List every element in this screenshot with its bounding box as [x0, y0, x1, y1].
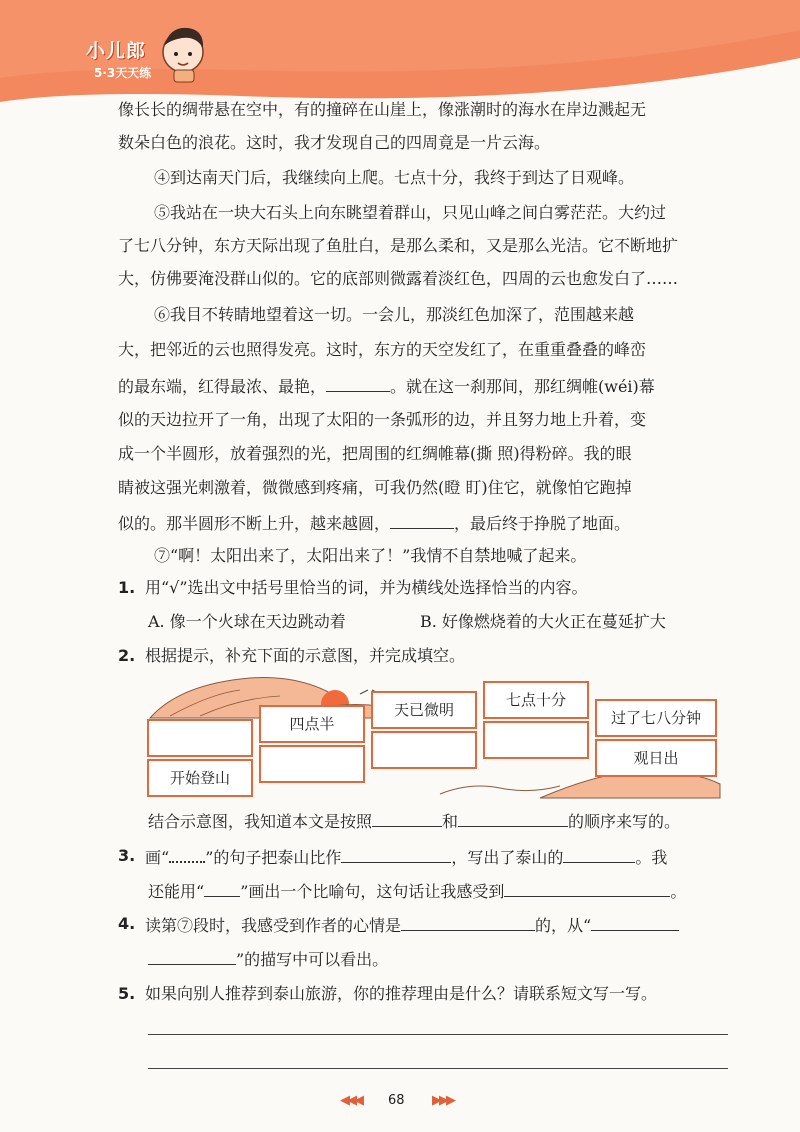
- paragraph-4: ④到达南天门后，我继续向上爬。七点十分，我终于到达了日观峰。: [154, 168, 635, 187]
- diagram-label: 开始登山: [169, 769, 231, 787]
- answer-blank[interactable]: [401, 914, 535, 931]
- diagram-label: 七点十分: [505, 691, 567, 709]
- diagram-empty-box[interactable]: [148, 720, 252, 756]
- question-number: 4.: [118, 914, 136, 933]
- question-number: 5.: [118, 984, 136, 1003]
- answer-blank[interactable]: [372, 810, 442, 827]
- climbing-diagram: [140, 676, 730, 802]
- option-a[interactable]: A. 像一个火球在天边跳动着: [148, 612, 346, 631]
- passage-text: ，最后终于挣脱了地面。: [454, 514, 631, 533]
- answer-blank[interactable]: [458, 810, 568, 827]
- right-arrows-icon: ▶▶▶: [432, 1093, 453, 1108]
- left-arrows-icon: ◀◀◀: [340, 1093, 361, 1108]
- answer-line[interactable]: [148, 1034, 728, 1035]
- passage-line: 像长长的绸带悬在空中，有的撞碎在山崖上，像涨潮时的海水在岸边溅起无: [118, 100, 647, 119]
- question-4-line-2: ”的描写中可以看出。: [148, 948, 388, 970]
- passage-line: 睛被这强光刺激着，微微感到疼痛，可我仍然(瞪 盯)住它，就像怕它跑掉: [118, 478, 632, 497]
- passage-text: 的最东端，红得最浓、最艳，: [118, 377, 327, 396]
- diagram-empty-box[interactable]: [372, 732, 476, 768]
- diagram-empty-box[interactable]: [484, 722, 588, 758]
- passage-line: 成一个半圆形，放着强烈的光，把周围的红绸帷幕(撕 照)得粉碎。我的眼: [118, 444, 632, 463]
- logo-title: 小儿郎: [86, 40, 147, 62]
- passage-line: 数朵白色的浪花。这时，我才发现自己的四周竟是一片云海。: [118, 133, 551, 152]
- question-2-fill: 结合示意图，我知道本文是按照 和 的顺序来写的。: [148, 812, 681, 831]
- answer-blank[interactable]: [504, 880, 670, 897]
- diagram-empty-box[interactable]: [260, 746, 364, 782]
- answer-blank[interactable]: [591, 914, 679, 931]
- question-4-line-1: 读第⑦段时，我感受到作者的心情是 的，从“: [145, 914, 679, 936]
- passage-text: 似的。那半圆形不断上升，越来越圆，: [118, 514, 391, 533]
- question-1-text: 用“√”选出文中括号里恰当的词，并为横线处选择恰当的内容。: [145, 578, 588, 597]
- question-2-text: 根据提示，补充下面的示意图，并完成填空。: [145, 646, 466, 665]
- diagram-label: 观日出: [633, 749, 679, 767]
- straight-underline-mark: [204, 880, 240, 897]
- diagram-label: 天已微明: [393, 701, 455, 719]
- logo-subtitle: 5·3天天练: [94, 66, 152, 80]
- question-3-line-2: 还能用“ ”画出一个比喻句，这句话让我感受到 。: [148, 882, 687, 901]
- answer-line[interactable]: [148, 1068, 728, 1069]
- option-b[interactable]: B. 好像燃烧着的大火正在蔓延扩大: [420, 612, 666, 631]
- passage-line: [118, 375, 655, 397]
- answer-blank[interactable]: [341, 846, 451, 863]
- question-number: 1.: [118, 578, 136, 597]
- page-number: 68: [388, 1093, 405, 1108]
- answer-blank[interactable]: [390, 512, 454, 529]
- question-3-line-1: 画“ ”的句子把泰山比作 ，写出了泰山的 。我: [145, 848, 668, 867]
- paragraph-7: ⑦“啊！太阳出来了，太阳出来了！”我情不自禁地喊了起来。: [154, 546, 587, 565]
- passage-line: 大，仿佛要淹没群山似的。它的底部则微露着淡红色，四周的云也愈发白了……: [118, 269, 679, 288]
- paragraph-6: ⑥我目不转睛地望着这一切。一会儿，那淡红色加深了，范围越来越: [154, 305, 635, 324]
- passage-line: 了七八分钟，东方天际出现了鱼肚白，是那么柔和，又是那么光洁。它不断地扩: [118, 236, 679, 255]
- passage-line: [118, 512, 630, 534]
- answer-blank[interactable]: [148, 948, 236, 965]
- diagram-label: 四点半: [289, 715, 335, 733]
- question-5-text: 如果向别人推荐到泰山旅游，你的推荐理由是什么？请联系短文写一写。: [145, 984, 658, 1003]
- question-number: 2.: [118, 646, 136, 665]
- answer-blank[interactable]: [563, 846, 635, 863]
- wavy-underline-mark: [169, 847, 205, 863]
- passage-line: 大，把邻近的云也照得发亮。这时，东方的天空发红了，在重重叠叠的峰峦: [118, 340, 647, 359]
- answer-blank[interactable]: [326, 375, 390, 392]
- paragraph-5: ⑤我站在一块大石头上向东眺望着群山，只见山峰之间白雾茫茫。大约过: [154, 203, 667, 222]
- passage-text: 。就在这一刹那间，那红绸帷(wéi)幕: [390, 377, 655, 396]
- question-number: 3.: [118, 846, 136, 865]
- diagram-label: 过了七八分钟: [610, 709, 702, 727]
- passage-line: 似的天边拉开了一角，出现了太阳的一条弧形的边，并且努力地上升着，变: [118, 410, 647, 429]
